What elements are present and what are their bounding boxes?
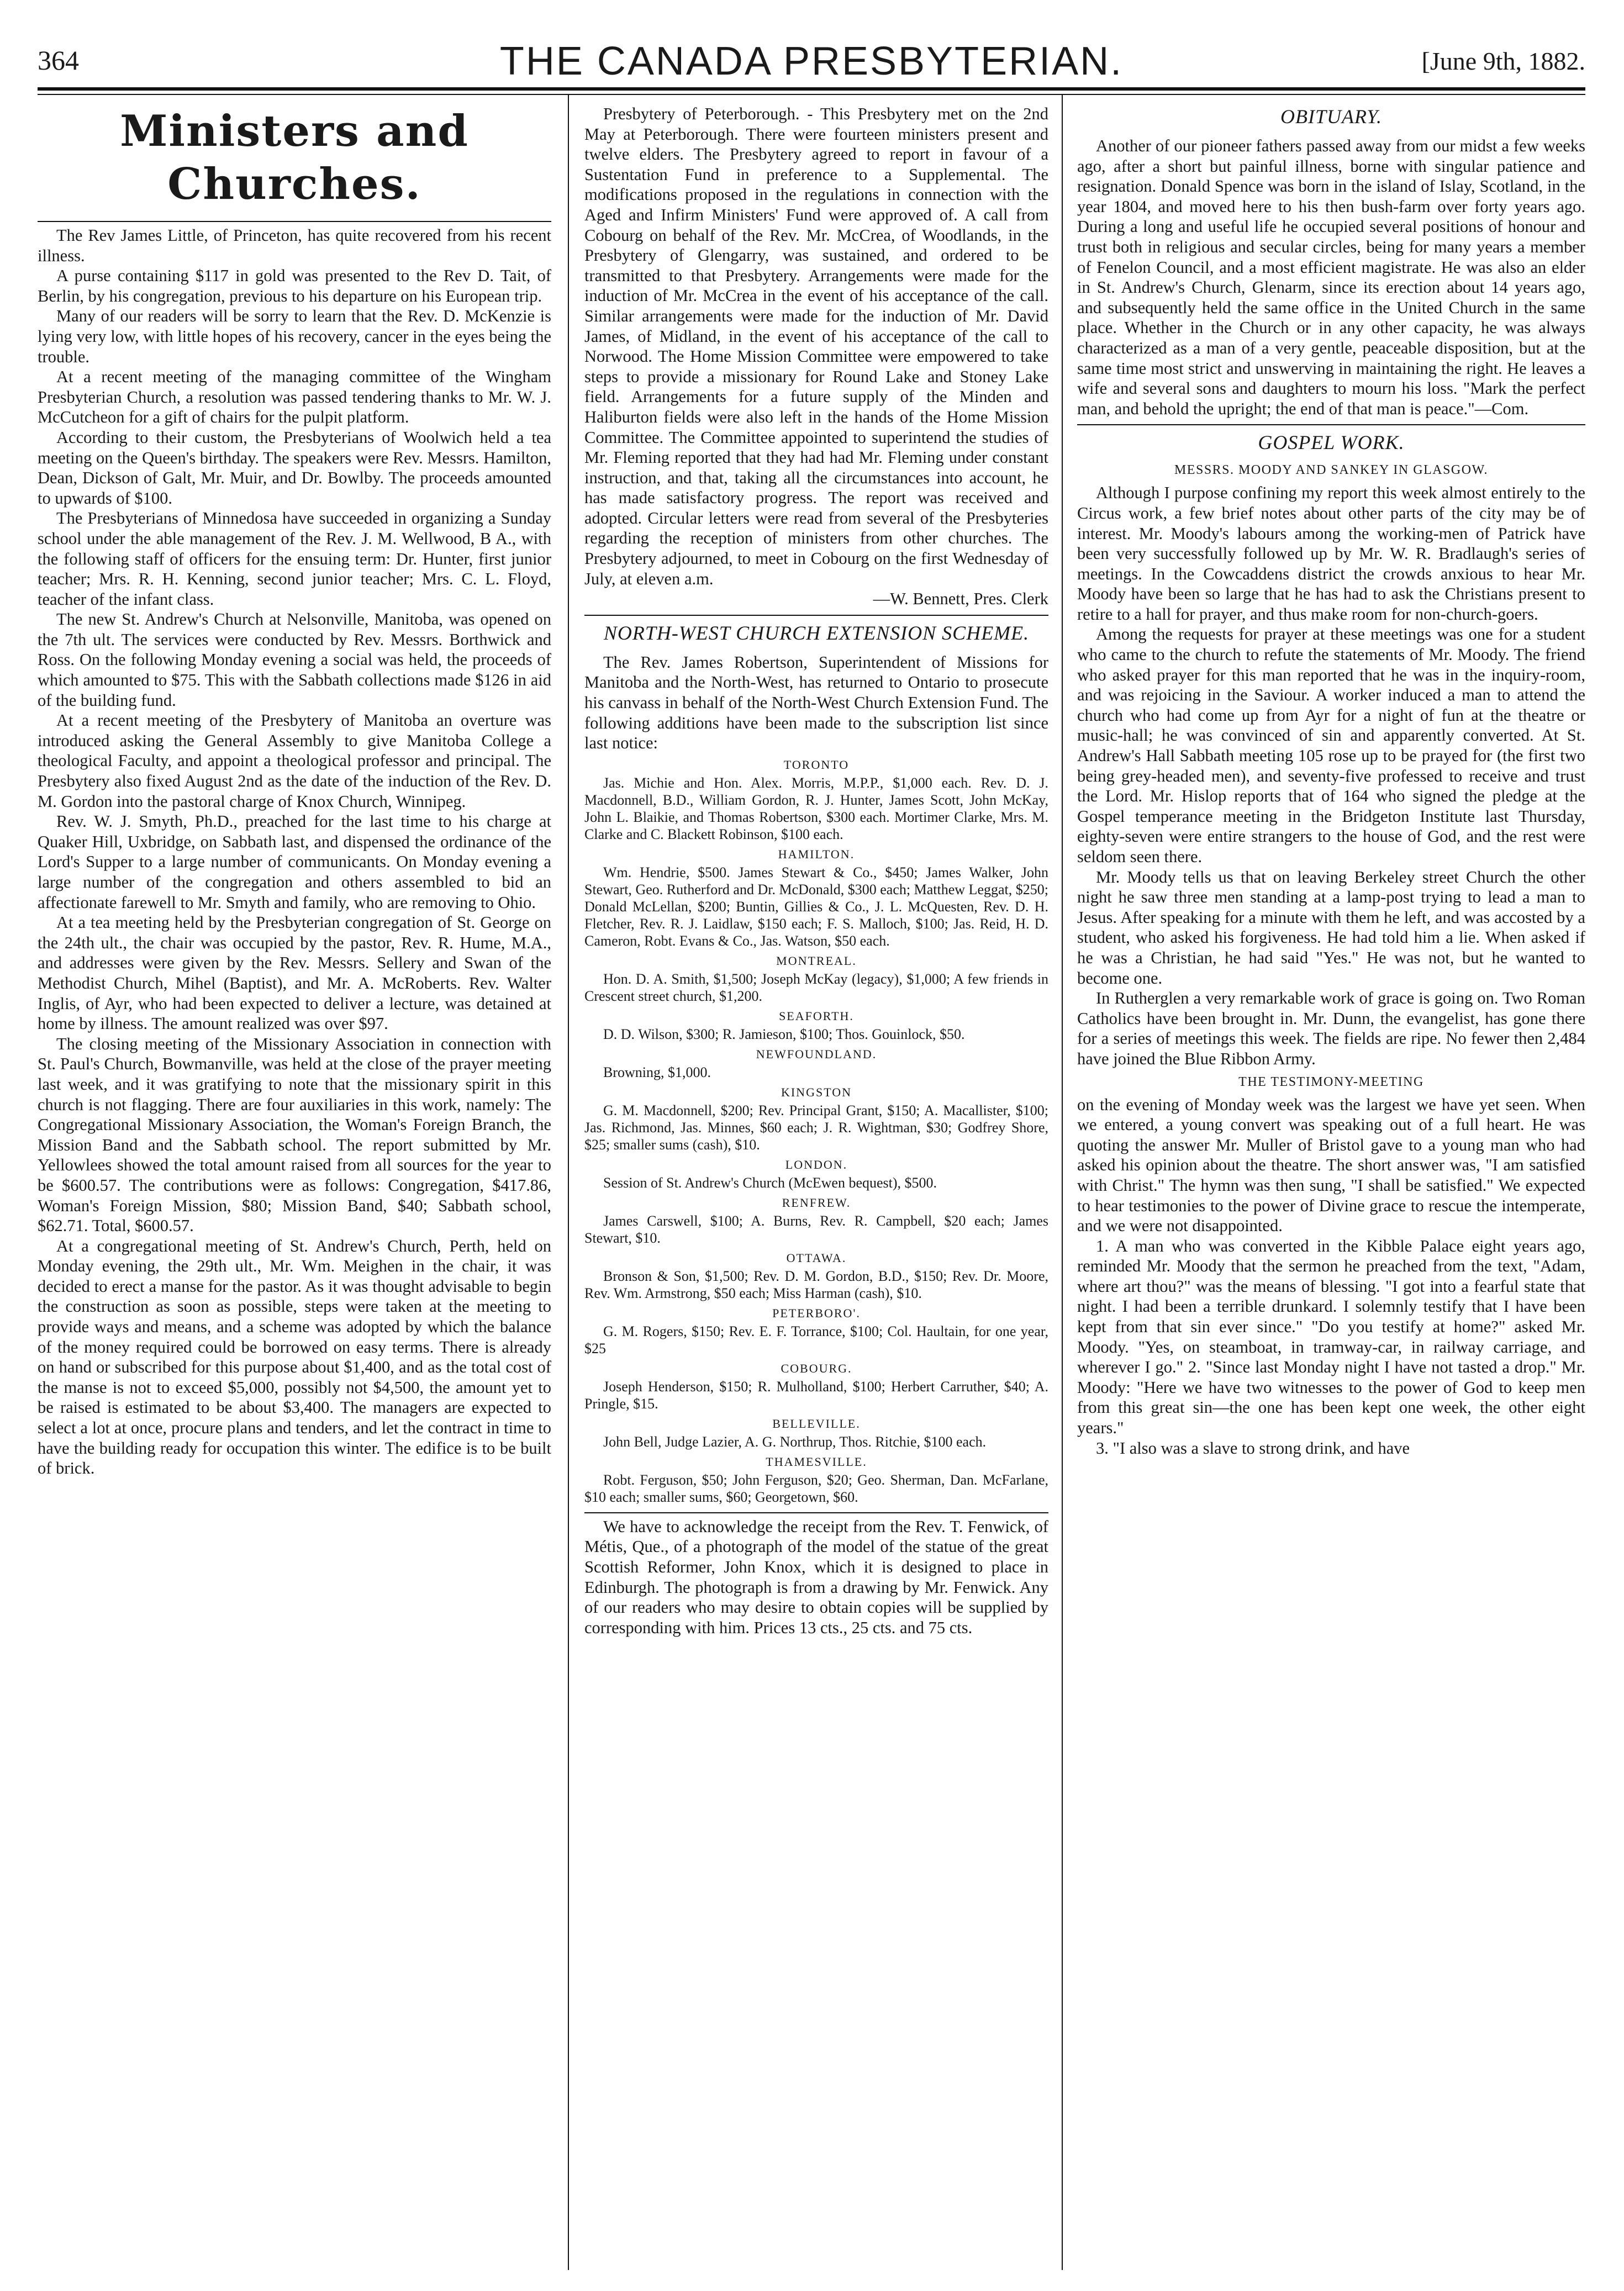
subscription-place: THAMESVILLE. — [766, 1454, 867, 1469]
news-item: The Presbyterians of Minnedosa have succeeded in organizing a Sunday school under the able management of the Rev. J. M. Wellwood, B A., with the following staff of officers for the ensuing term: Dr. Hunter, first junior teacher; Mrs. R. H. Kenning, second junior teacher; Mrs. C. L. Floyd, teacher of the infant class. — [38, 509, 551, 609]
news-item: At a tea meeting held by the Presbyterian congregation of St. George on the 24th ult., the chair was occupied by the pastor, Rev. R. Hume, M.A., and addresses were given by the Rev. Messrs. Sellery and Swan of the Methodist Church, Mihel (Baptist), and Mr. A. McRoberts. Rev. Walter Inglis, of Ayr, who had been expected to deliver a lecture, was detained at home by illness. The amount realized was over $97. — [38, 913, 551, 1033]
masthead — [38, 24, 1585, 85]
gospel-paragraph: In Rutherglen a very remarkable work of grace is going on. Two Roman Catholics have been brought in. Mr. Dunn, the evangelist, has gone there for a series of meetings this week. The fields are ripe. No fewer then 2,484 have joined the Blue Ribbon Army. — [1077, 989, 1585, 1068]
gospel-paragraph: Among the requests for prayer at these meetings was one for a student who came to the church to refute the statements of Mr. Moody. The friend who asked prayer for this man reported that he was in the inquiry-room, and was rejoicing in the Saviour. A worker induced a man to attend the church who had come up from Ayr for a night of fun at the theatre or music-hall; he was convinced of sin and apparently converted. At St. Andrew's Hall Sabbath meeting 105 rose up to be prayed for (the first two being grey-headed men), and seventy-five professed to receive and trust the Lord. Mr. Hislop reports that of 164 who signed the pledge at the Gospel temperance meeting in the Bridgeton Institute last Thursday, eighty-seven were entire strangers to the house of God, and the rest were seldom seen there. — [1077, 625, 1585, 866]
section-rule — [584, 615, 1048, 616]
news-item: A purse containing $117 in gold was presented to the Rev D. Tait, of Berlin, by his congregation, previous to his departure on his European trip. — [38, 266, 551, 305]
section-heading-ministers: Ministers and Churches. — [120, 106, 469, 209]
subscription-place: HAMILTON. — [778, 847, 855, 861]
issue-date: [June 9th, 1882. — [1421, 47, 1585, 75]
subscription-place: OTTAWA. — [786, 1250, 847, 1265]
subscription-place: NEWFOUNDLAND. — [756, 1047, 877, 1061]
news-item: At a recent meeting of the managing committee of the Wingham Presbyterian Church, a resolution was passed tendering thanks to Mr. W. J. McCutcheon for a gift of chairs for the pulpit platform. — [38, 367, 551, 427]
column-divider — [568, 94, 569, 2270]
news-item: The Rev James Little, of Princeton, has quite recovered from his recent illness. — [38, 226, 551, 265]
subscription-place: RENFREW. — [782, 1195, 851, 1210]
testimony-paragraph: on the evening of Monday week was the largest we have yet seen. When we entered, a young convert was speaking out of a full heart. He was quoting the answer Mr. Muller of Bristol gave to a young man who had asked his opinion about the theatre. The short answer was, "I am satisfied with Christ." The hymn was then sung, "I shall be satisfied." We expected to hear testimonies to the power of Divine grace to rescue the intemperate, and we were not disappointed. — [1077, 1095, 1585, 1236]
subheading-testimony-meeting: THE TESTIMONY-MEETING — [1238, 1074, 1424, 1089]
page-number: 364 — [38, 45, 79, 76]
subscription-entry: D. D. Wilson, $300; R. Jamieson, $100; Thos. Gouinlock, $50. — [603, 1026, 965, 1042]
subscription-entry: Browning, $1,000. — [603, 1064, 711, 1080]
subscription-entry: James Carswell, $100; A. Burns, Rev. R. Campbell, $20 each; James Stewart, $10. — [584, 1212, 1048, 1246]
obituary-text: Another of our pioneer fathers passed away from our midst a few weeks ago, after a short but painful illness, borne with singular patience and resignation. Donald Spence was born in the island of Islay, Scotland, in the year 1804, and moved here to his then bush-farm over forty years ago. During a long and useful life he occupied several positions of honour and trust both in religious and secular circles, being for many years a member of Fenelon Council, and a most efficient magistrate. He was also an elder in St. Andrew's Church, Glenarm, since its erection about 14 years ago, and subsequently held the same office in the United Church in the same place. Whether in the Church or in any other capacity, he was always characterized as a man of a very gentle, peaceable disposition, but at the same time most strict and unswerving in maintaining the right. He leaves a wife and several sons and daughters to mourn his loss. "Mark the perfect man, and behold the upright; the end of that man is peace."—Com. — [1077, 136, 1585, 418]
gospel-paragraph: Although I purpose confining my report this week almost entirely to the Circus work, a few brief notes about other parts of the city may be of interest. Mr. Moody's labours among the working-men of Patrick have been very successfully followed up by Mr. W. R. Bradlaugh's series of meetings. In the Cowcaddens district the crowds anxious to hear Mr. Moody have been so large that he has had to ask the Christians present to retire to a hall for prayer, and thus make room for non-church-goers. — [1077, 483, 1585, 624]
section-heading-nw-extension: NORTH-WEST CHURCH EXTENSION SCHEME. — [603, 621, 1030, 644]
nw-intro: The Rev. James Robertson, Superintendent of Missions for Manitoba and the North-West, has returned to Ontario to prosecute his canvass in behalf of the North-West Church Extension Fund. The following additions have been made to the subscription list since last notice: — [584, 652, 1048, 753]
gospel-paragraph: Mr. Moody tells us that on leaving Berkeley street Church the other night he saw three men standing at a lamp-post trying to lead a man to Jesus. After speaking for a minute with them he left, and was accosted by a student, who asked his forgiveness. He had told him a lie. When asked if he was a Christian, he had said "Yes." He was not, but he wanted to become one. — [1077, 867, 1585, 988]
news-item: According to their custom, the Presbyterians of Woolwich held a tea meeting on the Queen's birthday. The speakers were Rev. Messrs. Hamilton, Dean, Dickson of Galt, Mr. Muir, and Dr. Bowlby. The proceeds amounted to upwards of $100. — [38, 427, 551, 508]
column-ministers-churches — [38, 104, 551, 2269]
news-item: Many of our readers will be sorry to learn that the Rev. D. McKenzie is lying very low, with little hopes of his recovery, cancer in the eyes being the trouble. — [38, 307, 551, 366]
news-item: Rev. W. J. Smyth, Ph.D., preached for the last time to his charge at Quaker Hill, Uxbridge, on Sabbath last, and dispensed the ordinance of the Lord's Supper to a large number of communicants. On Monday evening a large number of the congregation and others assembled to bid an affectionate farewell to Mr. Smyth and family, who are removing to Ohio. — [38, 812, 551, 912]
subscription-place: COBOURG. — [781, 1361, 852, 1375]
column-divider — [1062, 94, 1063, 2270]
subscription-entry: Joseph Henderson, $150; R. Mulholland, $100; Herbert Carruther, $40; A. Pringle, $15. — [584, 1378, 1048, 1412]
column-obituary-gospel — [1077, 104, 1585, 2269]
masthead-rule-thick — [38, 87, 1585, 91]
news-item: The new St. Andrew's Church at Nelsonville, Manitoba, was opened on the 7th ult. The services were conducted by Rev. Messrs. Borthwick and Ross. On the following Monday evening a social was held, the proceeds of which amounted to $75. This with the Sabbath collections made $126 in aid of the building fund. — [38, 610, 551, 710]
news-item: The closing meeting of the Missionary Association in connection with St. Paul's Church, Bowmanville, was held at the close of the prayer meeting last week, and it was gratifying to note that the missionary spirit in this church is not flagging. There are four auxiliaries in this work, namely: The Congregational Missionary Association, the Woman's Foreign Branch, the Mission Band and the Sabbath school. The report submitted by Mr. Yellowlees showed the total amount raised from all sources for the year to be $600.57. The contributions were as follows: Congregation, $417.86, Woman's Foreign Mission, $80; Mission Band, $40; Sabbath school, $62.71. Total, $600.57. — [38, 1034, 551, 1236]
subscription-list — [584, 758, 1048, 1506]
subscription-entry: G. M. Macdonnell, $200; Rev. Principal Grant, $150; A. Macallister, $100; Jas. Richmond, Jas. Minnes, $60 each; J. R. Wightman, $30; Godfrey Shore, $25; smaller sums (cash), $10. — [584, 1102, 1048, 1153]
subscription-entry: Jas. Michie and Hon. Alex. Morris, M.P.P., $1,000 each. Rev. D. J. Macdonnell, B.D., William Gordon, R. J. Hunter, James Scott, John McKay, John L. Blaikie, and Thomas Robertson, $300 each. Mortimer Clarke, Mrs. M. Clarke and C. Blackett Robinson, $100 each. — [584, 774, 1048, 842]
column-presbytery-extension — [584, 104, 1048, 2269]
subscription-place: LONDON. — [785, 1157, 848, 1171]
subscription-place: TORONTO — [783, 757, 850, 772]
subscription-entry: John Bell, Judge Lazier, A. G. Northrup, Thos. Ritchie, $100 each. — [603, 1433, 987, 1450]
presbytery-peterborough: Presbytery of Peterborough. - This Presbytery met on the 2nd May at Peterborough. There were fourteen ministers present and twelve elders. The Presbytery agreed to report in favour of a Sustentation Fund in preference to a Supplemental. The modifications proposed in the regulations in connection with the Aged and Infirm Ministers' Fund were approved of. A call from Cobourg on behalf of the Rev. Mr. McCrea, of Woodlands, in the Presbytery of Glengarry, was sustained, and ordered to be transmitted to that Presbytery. Arrangements were made for the induction of Mr. McCrea in the event of his acceptance of the call. Similar arrangements were made for the induction of Mr. David James, of Midland, in the event of his acceptance of the call to Norwood. The Home Mission Committee were empowered to take steps to provide a missionary for Round Lake and Stoney Lake field. Arrangements for a future supply of the Minden and Haliburton fields were also left in the hands of the Home Mission Committee. The Committee appointed to superintend the studies of Mr. Fleming reported that they had had Mr. Fleming under constant instruction, and that, taking all the circumstances into account, he has made satisfactory progress. The report was received and adopted. Circular letters were read from several of the Presbyteries regarding the reception of ministers from other churches. The Presbytery adjourned, to meet in Cobourg on the first Wednesday of July, at eleven a.m. — [584, 104, 1048, 588]
section-heading-gospel-work: GOSPEL WORK. — [1258, 431, 1405, 454]
presbytery-clerk-signature: —W. Bennett, Pres. Clerk — [873, 589, 1048, 609]
subscription-place: SEAFORTH. — [779, 1009, 854, 1023]
subscription-place: BELLEVILLE. — [772, 1416, 861, 1430]
news-item: At a recent meeting of the Presbytery of Manitoba an overture was introduced asking the General Assembly to give Manitoba College a theological Faculty, and appoint a theological professor and principal. The Presbytery also fixed August 2nd as the date of the induction of the Rev. D. M. Gordon into the pastoral charge of Knox Church, Winnipeg. — [38, 711, 551, 811]
subscription-entry: Hon. D. A. Smith, $1,500; Joseph McKay (legacy), $1,000; A few friends in Crescent street church, $1,200. — [584, 970, 1048, 1004]
section-rule — [1077, 424, 1585, 425]
testimony-paragraph: 1. A man who was converted in the Kibble Palace eight years ago, reminded Mr. Moody that the sermon he preached from the text, "Adam, where art thou?" was the means of blessing. "I got into a fearful state that night. I had been a terrible drunkard. I solemnly testify that I have been kept from that sin ever since." "Do you testify at home?" asked Mr. Moody. "Yes, on steamboat, in tramway-car, in railway carriage, and wherever I go." 2. "Since last Monday night I have not tasted a drop." Mr. Moody: "Here we have two witnesses to the power of God to keep men from this great sin—the one has been kept one week, the other eight years." — [1077, 1236, 1585, 1438]
subscription-entry: Session of St. Andrew's Church (McEwen bequest), $500. — [603, 1174, 937, 1191]
knox-statue-notice: We have to acknowledge the receipt from the Rev. T. Fenwick, of Métis, Que., of a photograph of the model of the statue of the great Scottish Reformer, John Knox, which it is designed to place in Edinburgh. The photograph is from a drawing by Mr. Fenwick. Any of our readers who may desire to obtain copies will be supplied by corresponding with him. Prices 13 cts., 25 cts. and 75 cts. — [584, 1517, 1048, 1637]
masthead-rule-thin — [38, 94, 1585, 95]
subscription-place: KINGSTON — [781, 1085, 852, 1099]
testimony-paragraph: 3. "I also was a slave to strong drink, and have — [1096, 1438, 1410, 1458]
news-item: At a congregational meeting of St. Andrew's Church, Perth, held on Monday evening, the 29th ult., Mr. Wm. Meighen in the chair, it was decided to erect a manse for the pastor. As it was thought advisable to begin the construction as soon as possible, steps were taken at the meeting to provide ways and means, and a scheme was adopted by which the balance of the money required could be borrowed on easy terms. There is already on hand or subscribed for this purpose about $1,400, and as the total cost of the manse is not to exceed $5,000, possibly not $4,500, the amount yet to be raised is estimated to be about $3,400. The managers are expected to select a lot at once, procure plans and tenders, and let the contract in time to have the building ready for occupation this winter. The edifice is to be built of brick. — [38, 1236, 551, 1478]
subscription-place: PETERBORO'. — [772, 1306, 861, 1320]
subscription-entry: G. M. Rogers, $150; Rev. E. F. Torrance, $100; Col. Haultain, for one year, $25 — [584, 1323, 1048, 1356]
section-rule — [584, 1512, 1048, 1513]
section-heading-obituary: OBITUARY. — [1280, 105, 1383, 128]
subscription-place: MONTREAL. — [776, 953, 857, 968]
section-rule — [38, 221, 551, 222]
subscription-entry: Robt. Ferguson, $50; John Ferguson, $20; Geo. Sherman, Dan. McFarlane, $10 each; smaller sums, $60; Georgetown, $60. — [584, 1471, 1048, 1505]
subscription-entry: Wm. Hendrie, $500. James Stewart & Co., $450; James Walker, John Stewart, Geo. Rutherford and Dr. McDonald, $300 each; Matthew Leggat, $250; Donald McLellan, $200; Buntin, Gillies & Co., J. L. McQuesten, Rev. D. H. Fletcher, Rev. R. J. Laidlaw, $150 each; F. S. Malloch, $100; Jas. Reid, H. D. Cameron, Robt. Evans & Co., Jas. Watson, $50 each. — [584, 864, 1048, 949]
newspaper-title: THE CANADA PRESBYTERIAN. — [499, 39, 1124, 83]
subheading-moody-sankey: MESSRS. MOODY AND SANKEY IN GLASGOW. — [1174, 463, 1489, 478]
subscription-entry: Bronson & Son, $1,500; Rev. D. M. Gordon, B.D., $150; Rev. Dr. Moore, Rev. Wm. Armstrong, $50 each; Miss Harman (cash), $10. — [584, 1268, 1048, 1301]
